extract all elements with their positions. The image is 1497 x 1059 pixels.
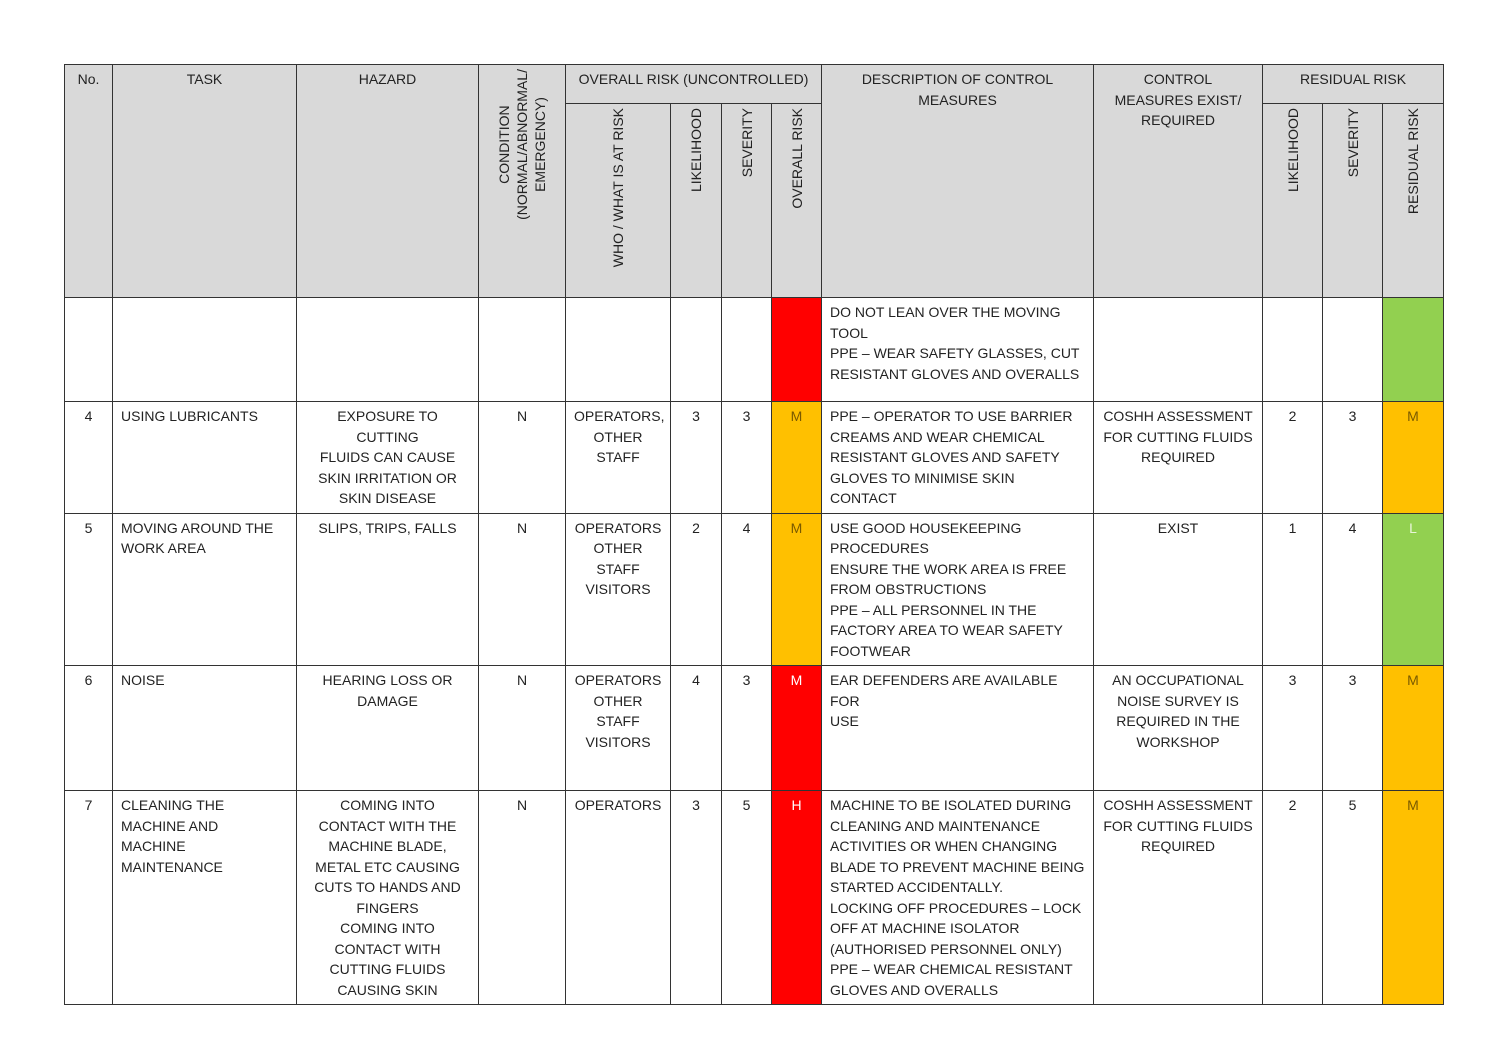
row-residual-risk: M [1383, 402, 1444, 514]
row-severity: 3 [722, 666, 772, 791]
row-hazard: SLIPS, TRIPS, FALLS [297, 513, 479, 666]
row-residual-likelihood: 2 [1263, 402, 1323, 514]
header-condition [479, 65, 566, 298]
header-task: TASK [113, 65, 297, 298]
row-description: EAR DEFENDERS ARE AVAILABLE FOR USE [822, 666, 1094, 791]
row-residual-severity: 4 [1323, 513, 1383, 666]
row-severity: 3 [722, 402, 772, 514]
row-control [1094, 298, 1263, 402]
row-likelihood: 3 [671, 402, 722, 514]
header-residual-severity-label: SEVERITY [1344, 108, 1361, 178]
row-hazard: COMING INTO CONTACT WITH THE MACHINE BLADE, METAL ETC CAUSING CUTS TO HANDS AND FINGERS COMING INTO CONTACT WITH CUTTING FLUIDS CAUSING SKIN [297, 791, 479, 1005]
header-overall-risk-group: OVERALL RISK (UNCONTROLLED) [566, 65, 822, 104]
row-residual-risk: L [1383, 513, 1444, 666]
row-likelihood: 3 [671, 791, 722, 1005]
row-residual-likelihood [1263, 298, 1323, 402]
header-severity [722, 104, 772, 298]
row-likelihood: 2 [671, 513, 722, 666]
header-condition-label: CONDITION (NORMAL/ABNORMAL/ EMERGENCY) [496, 69, 548, 220]
row-description: PPE – OPERATOR TO USE BARRIER CREAMS AND WEAR CHEMICAL RESISTANT GLOVES AND SAFETY GLOVES TO MINIMISE SKIN CONTACT [822, 402, 1094, 514]
row-control: COSHH ASSESSMENT FOR CUTTING FLUIDS REQUIRED [1094, 402, 1263, 514]
row-task: MOVING AROUND THE WORK AREA [113, 513, 297, 666]
row-condition: N [479, 666, 566, 791]
header-no: No. [65, 65, 113, 298]
row-condition [479, 298, 566, 402]
row-likelihood: 4 [671, 666, 722, 791]
row-description: MACHINE TO BE ISOLATED DURING CLEANING AND MAINTENANCE ACTIVITIES OR WHEN CHANGING BLADE TO PREVENT MACHINE BEING STARTED ACCIDENTALLY. LOCKING OFF PROCEDURES – LOCK OFF AT MACHINE ISOLATOR (AUTHORISED PERSONNEL ONLY) PPE – WEAR CHEMICAL RESISTANT GLOVES AND OVERALLS [822, 791, 1094, 1005]
row-condition: N [479, 402, 566, 514]
row-no: 6 [65, 666, 113, 791]
row-residual-likelihood: 2 [1263, 791, 1323, 1005]
header-hazard: HAZARD [297, 65, 479, 298]
row-control: EXIST [1094, 513, 1263, 666]
row-condition: N [479, 513, 566, 666]
row-no: 4 [65, 402, 113, 514]
row-who: OPERATORS OTHER STAFF VISITORS [566, 666, 671, 791]
header-residual-likelihood [1263, 104, 1323, 298]
header-overall-risk-label: OVERALL RISK [788, 108, 805, 209]
row-overall-risk: M [772, 402, 822, 514]
row-overall-risk: M [772, 666, 822, 791]
row-hazard: EXPOSURE TO CUTTING FLUIDS CAN CAUSE SKIN IRRITATION OR SKIN DISEASE [297, 402, 479, 514]
row-overall-risk [772, 298, 822, 402]
header-who-label: WHO / WHAT IS AT RISK [610, 108, 626, 268]
row-control: AN OCCUPATIONAL NOISE SURVEY IS REQUIRED IN THE WORKSHOP [1094, 666, 1263, 791]
row-likelihood [671, 298, 722, 402]
row-overall-risk: M [772, 513, 822, 666]
row-residual-likelihood: 3 [1263, 666, 1323, 791]
table-row [65, 666, 1444, 791]
row-residual-severity [1323, 298, 1383, 402]
risk-assessment-table [64, 64, 1444, 1005]
row-residual-severity: 3 [1323, 402, 1383, 514]
row-who [566, 298, 671, 402]
header-residual-risk-label: RESIDUAL RISK [1405, 108, 1422, 215]
row-severity: 5 [722, 791, 772, 1005]
row-residual-risk: M [1383, 791, 1444, 1005]
row-task [113, 298, 297, 402]
row-who: OPERATORS, OTHER STAFF [566, 402, 671, 514]
row-description: USE GOOD HOUSEKEEPING PROCEDURES ENSURE THE WORK AREA IS FREE FROM OBSTRUCTIONS PPE – ALL PERSONNEL IN THE FACTORY AREA TO WEAR SAFETY FOOTWEAR [822, 513, 1094, 666]
header-likelihood [671, 104, 722, 298]
row-control: COSHH ASSESSMENT FOR CUTTING FLUIDS REQUIRED [1094, 791, 1263, 1005]
row-task: CLEANING THE MACHINE AND MACHINE MAINTENANCE [113, 791, 297, 1005]
row-task: NOISE [113, 666, 297, 791]
table-row [65, 298, 1444, 402]
row-residual-severity: 5 [1323, 791, 1383, 1005]
header-severity-label: SEVERITY [738, 108, 755, 178]
header-residual-risk [1383, 104, 1444, 298]
row-task: USING LUBRICANTS [113, 402, 297, 514]
header-residual-risk-group: RESIDUAL RISK [1263, 65, 1444, 104]
header-overall-risk [772, 104, 822, 298]
row-severity [722, 298, 772, 402]
row-residual-likelihood: 1 [1263, 513, 1323, 666]
row-no: 5 [65, 513, 113, 666]
row-severity: 4 [722, 513, 772, 666]
header-who [566, 104, 671, 298]
header-residual-likelihood-label: LIKELIHOOD [1284, 108, 1301, 193]
row-no: 7 [65, 791, 113, 1005]
row-condition: N [479, 791, 566, 1005]
row-hazard: HEARING LOSS OR DAMAGE [297, 666, 479, 791]
row-hazard [297, 298, 479, 402]
row-who: OPERATORS [566, 791, 671, 1005]
row-who: OPERATORS OTHER STAFF VISITORS [566, 513, 671, 666]
row-residual-risk [1383, 298, 1444, 402]
header-residual-severity [1323, 104, 1383, 298]
row-description: DO NOT LEAN OVER THE MOVING TOOL PPE – WEAR SAFETY GLASSES, CUT RESISTANT GLOVES AND OVERALLS [822, 298, 1094, 402]
row-overall-risk: H [772, 791, 822, 1005]
header-control-exist: CONTROL MEASURES EXIST/ REQUIRED [1094, 65, 1263, 298]
table-row [65, 791, 1444, 1005]
row-residual-risk: M [1383, 666, 1444, 791]
header-description: DESCRIPTION OF CONTROL MEASURES [822, 65, 1094, 298]
row-no [65, 298, 113, 402]
table-row [65, 402, 1444, 514]
table-row [65, 513, 1444, 666]
header-likelihood-label: LIKELIHOOD [688, 108, 704, 193]
row-residual-severity: 3 [1323, 666, 1383, 791]
